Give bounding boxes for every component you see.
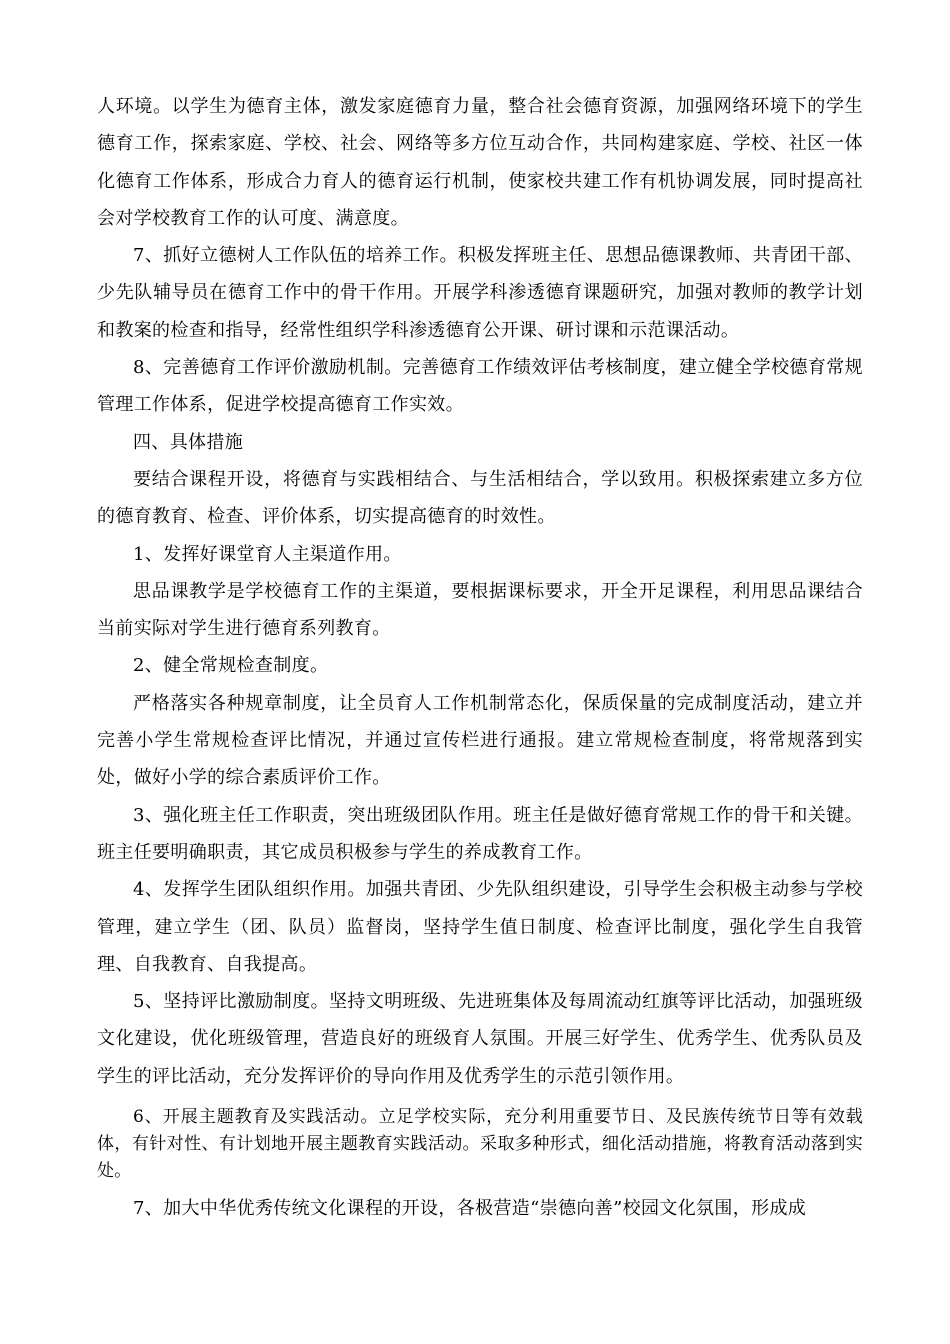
measure-5-paragraph: 5、坚持评比激励制度。坚持文明班级、先进班集体及每周流动红旗等评比活动，加强班级文化建设，优化班级管理，营造良好的班级育人氛围。开展三好学生、优秀学生、优秀队员及学生的评比活动，充分发挥评价的导向作用及优秀学生的示范引领作用。 (97, 991, 863, 1087)
paragraph-measures-intro: 要结合课程开设，将德育与实践相结合、与生活相结合，学以致用。积极探索建立多方位的德育教育、检查、评价体系，切实提高德育的时效性。 (97, 468, 863, 528)
paragraph-item-8-evaluation: 8、完善德育工作评价激励机制。完善德育工作绩效评估考核制度，建立健全学校德育常规管理工作体系，促进学校提高德育工作实效。 (97, 357, 863, 416)
measure-4-paragraph: 4、发挥学生团队组织作用。加强共青团、少先队组织建设，引导学生会积极主动参与学校管理，建立学生（团、队员）监督岗，坚持学生值日制度、检查评比制度，强化学生自我管理、自我教育、自我提高。 (97, 879, 863, 975)
measure-2-body: 严格落实各种规章制度，让全员育人工作机制常态化，保质保量的完成制度活动，建立并完善小学生常规检查评比情况，并通过宣传栏进行通报。建立常规检查制度，将常规落到实处，做好小学的综合素质评价工作。 (97, 692, 863, 789)
measure-1-body: 思品课教学是学校德育工作的主渠道，要根据课标要求，开全开足课程，利用思品课结合当前实际对学生进行德育系列教育。 (97, 580, 863, 640)
paragraph-continued-environment: 人环境。以学生为德育主体，激发家庭德育力量，整合社会德育资源，加强网络环境下的学生德育工作，探索家庭、学校、社会、网络等多方位互动合作，共同构建家庭、学校、社区一体化德育工作体系，形成合力育人的德育运行机制，使家校共建工作有机协调发展，同时提高社会对学校教育工作的认可度、满意度。 (97, 96, 863, 229)
measure-3-paragraph: 3、强化班主任工作职责，突出班级团队作用。班主任是做好德育常规工作的骨干和关键。班主任要明确职责，其它成员积极参与学生的养成教育工作。 (97, 804, 863, 863)
document-body (97, 88, 863, 1227)
measure-2-heading: 2、健全常规检查制度。 (133, 655, 329, 677)
paragraph-item-7-team-training: 7、抓好立德树人工作队伍的培养工作。积极发挥班主任、思想品德课教师、共青团干部、少先队辅导员在德育工作中的骨干作用。开展学科渗透德育课题研究，加强对教师的教学计划和教案的检查和指导，经常性组织学科渗透德育公开课、研讨课和示范课活动。 (97, 245, 863, 341)
measure-1-heading: 1、发挥好课堂育人主渠道作用。 (133, 543, 402, 565)
measure-7-paragraph-truncated: 7、加大中华优秀传统文化课程的开设，各极营造“崇德向善”校园文化氛围，形成成 (133, 1198, 807, 1220)
measure-6-paragraph: 6、开展主题教育及实践活动。立足学校实际，充分利用重要节日、及民族传统节日等有效载体，有针对性、有计划地开展主题教育实践活动。采取多种形式，细化活动措施，将教育活动落到实处。 (97, 1107, 863, 1182)
section-heading-measures: 四、具体措施 (133, 431, 244, 453)
